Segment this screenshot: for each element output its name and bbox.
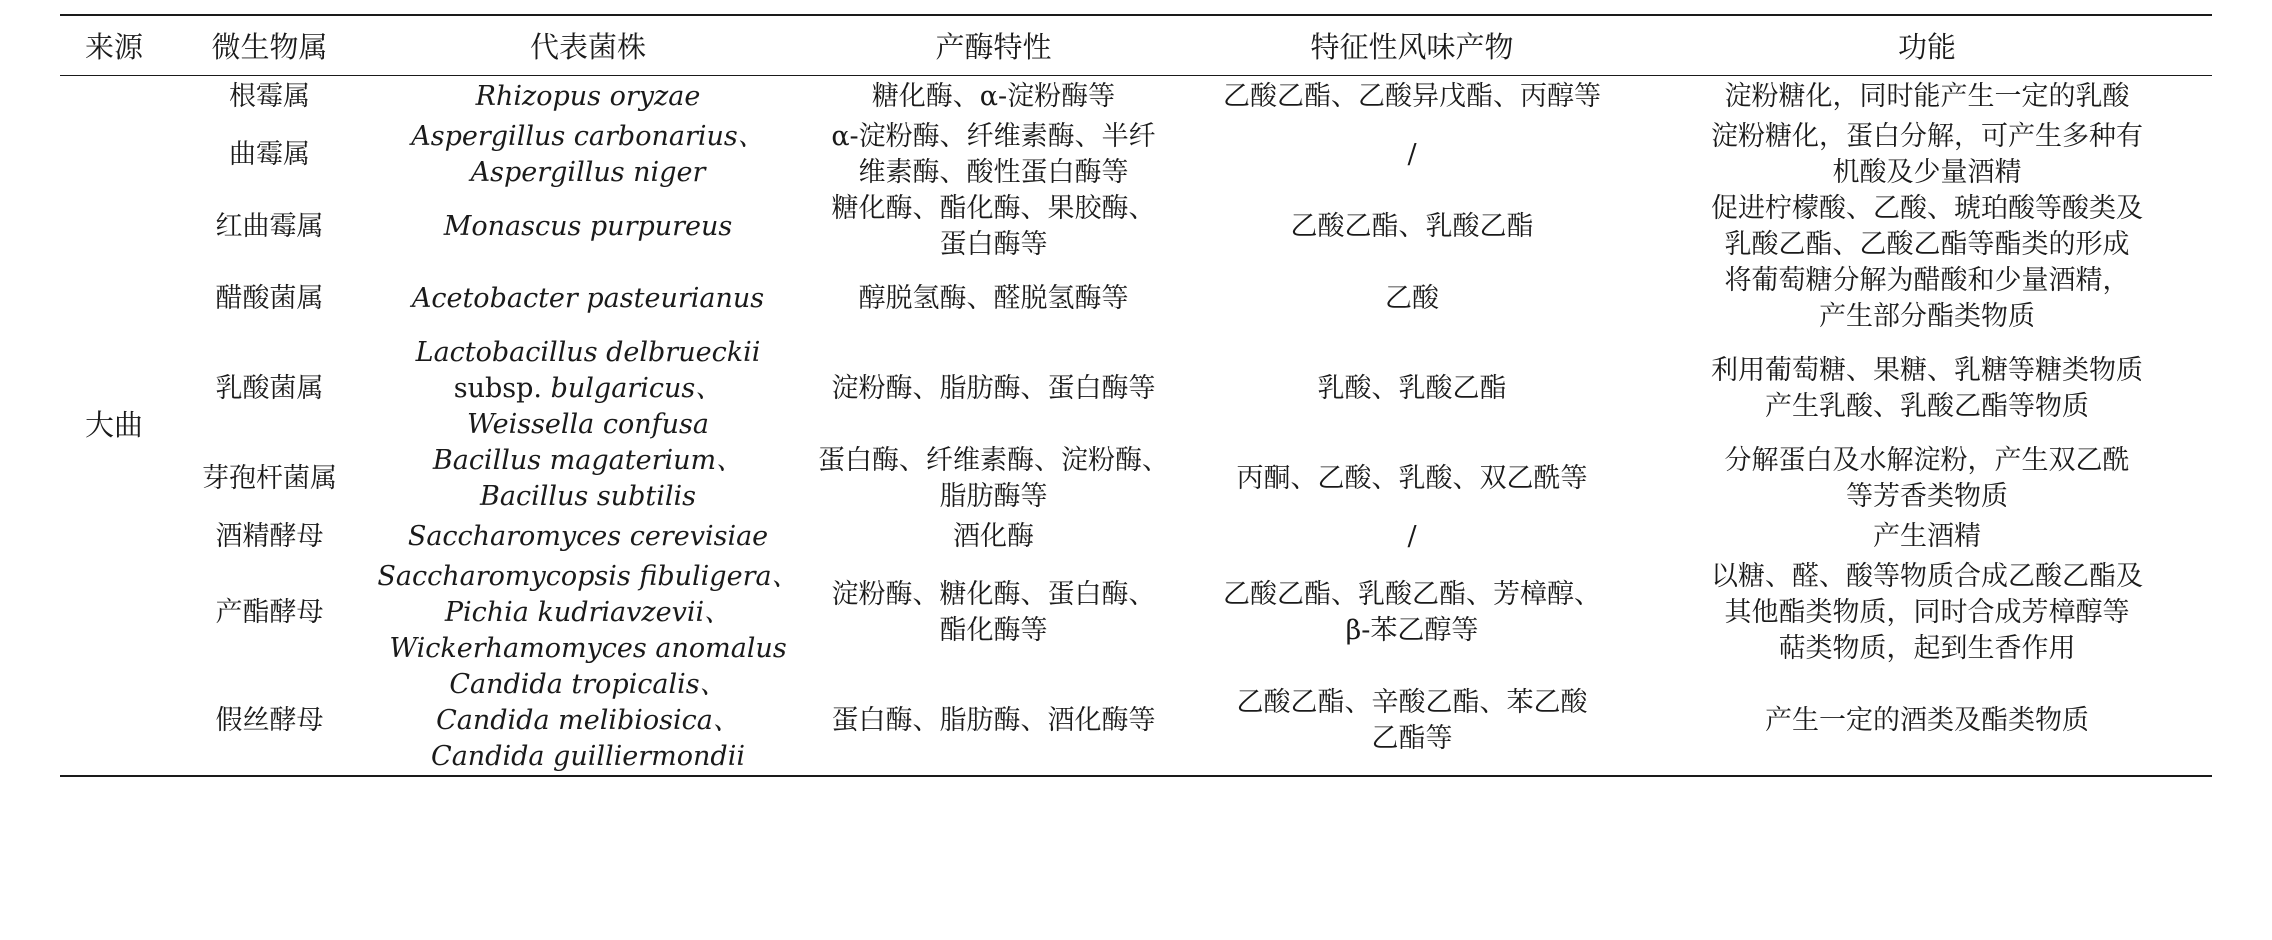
function-cell — [1642, 191, 2212, 263]
enzyme-cell — [805, 191, 1182, 263]
function-line: 等芳香类物质 — [1846, 481, 2008, 512]
strain-cell — [371, 335, 805, 443]
strain-line: Rhizopus oryzae — [475, 81, 701, 113]
flavor-line: / — [1407, 521, 1417, 552]
function-cell — [1642, 443, 2212, 515]
table-row — [60, 75, 2212, 119]
function-line: 其他酯类物质，同时合成芳樟醇等 — [1724, 597, 2130, 628]
function-line: 以糖、醛、酸等物质合成乙酸乙酯及 — [1711, 561, 2143, 592]
flavor-cell — [1182, 191, 1642, 263]
enzyme-cell — [805, 443, 1182, 515]
flavor-line: / — [1407, 139, 1417, 170]
enzyme-cell — [805, 667, 1182, 776]
genus-cell: 根霉属 — [229, 81, 310, 113]
strain-line: Candida guilliermondii — [431, 741, 745, 772]
enzyme-line: 淀粉酶、糖化酶、蛋白酶、 — [831, 579, 1156, 610]
header-genus: 微生物属 — [168, 15, 371, 75]
genus-cell: 乳酸菌属 — [215, 373, 324, 404]
header-source: 来源 — [60, 15, 168, 75]
enzyme-line: 糖化酶、α-淀粉酶等 — [871, 81, 1116, 113]
function-line: 产生乳酸、乳酸乙酯等物质 — [1765, 391, 2089, 422]
header-flavor: 特征性风味产物 — [1182, 15, 1642, 75]
function-line: 产生一定的酒类及酯类物质 — [1765, 705, 2089, 736]
strain-line: Bacillus magaterium、 — [432, 445, 744, 476]
strain-line: Aspergillus carbonarius、 — [411, 121, 765, 152]
microbe-table — [60, 14, 2212, 777]
strain-cell — [371, 667, 805, 776]
function-cell — [1642, 263, 2212, 335]
genus-cell: 酒精酵母 — [215, 521, 324, 552]
strain-line: subsp. bulgaricus、 — [453, 373, 723, 404]
flavor-line: 乙酸乙酯、辛酸乙酯、苯乙酸 — [1236, 687, 1588, 718]
genus-cell: 醋酸菌属 — [215, 283, 324, 314]
flavor-cell — [1182, 263, 1642, 335]
table-row — [60, 335, 2212, 443]
function-line: 淀粉糖化，蛋白分解，可产生多种有 — [1711, 121, 2143, 152]
flavor-cell — [1182, 119, 1642, 191]
flavor-cell — [1182, 75, 1642, 119]
header-function: 功能 — [1642, 15, 2212, 75]
strain-cell — [371, 559, 805, 667]
function-line: 产生酒精 — [1873, 521, 1981, 552]
genus-cell: 假丝酵母 — [168, 667, 371, 776]
strain-line: Monascus purpureus — [443, 211, 733, 242]
function-line: 利用葡萄糖、果糖、乳糖等糖类物质 — [1711, 355, 2143, 386]
flavor-line: 乙酯等 — [1371, 723, 1453, 754]
enzyme-line: 醇脱氢酶、醛脱氢酶等 — [858, 283, 1129, 314]
header-strain: 代表菌株 — [371, 15, 805, 75]
table-row — [60, 515, 2212, 559]
strain-line: Saccharomycopsis fibuligera、 — [377, 561, 799, 592]
strain-line: Lactobacillus delbrueckii — [415, 337, 761, 368]
function-cell — [1642, 119, 2212, 191]
enzyme-line: 脂肪酶等 — [939, 481, 1048, 512]
header-enzyme: 产酶特性 — [805, 15, 1182, 75]
strain-line: Pichia kudriavzevii、 — [444, 597, 732, 628]
flavor-cell — [1182, 443, 1642, 515]
strain-cell — [371, 515, 805, 559]
enzyme-line: 糖化酶、酯化酶、果胶酶、 — [831, 193, 1156, 224]
flavor-cell — [1182, 335, 1642, 443]
table-body — [60, 75, 2212, 776]
flavor-cell — [1182, 559, 1642, 667]
enzyme-cell — [805, 75, 1182, 119]
table-row — [60, 119, 2212, 191]
table-row — [60, 667, 2212, 776]
strain-line: Bacillus subtilis — [480, 481, 696, 512]
function-line: 淀粉糖化，同时能产生一定的乳酸 — [1724, 81, 2130, 113]
enzyme-line: 酯化酶等 — [939, 615, 1048, 646]
function-cell — [1642, 515, 2212, 559]
header-row — [60, 15, 2212, 75]
enzyme-line: 淀粉酶、脂肪酶、蛋白酶等 — [831, 373, 1156, 404]
strain-cell — [371, 75, 805, 119]
enzyme-cell — [805, 263, 1182, 335]
strain-cell — [371, 191, 805, 263]
flavor-line: 丙酮、乙酸、乳酸、双乙酰等 — [1236, 463, 1588, 494]
table-row — [60, 443, 2212, 515]
flavor-cell — [1182, 515, 1642, 559]
strain-line: Weissella confusa — [467, 409, 709, 440]
function-cell — [1642, 667, 2212, 776]
strain-cell — [371, 119, 805, 191]
flavor-line: 乙酸乙酯、乙酸异戊酯、丙醇等 — [1223, 81, 1601, 113]
strain-cell — [371, 263, 805, 335]
strain-line: Aspergillus niger — [470, 157, 706, 188]
enzyme-cell — [805, 515, 1182, 559]
enzyme-cell — [805, 559, 1182, 667]
flavor-line: β-苯乙醇等 — [1345, 615, 1479, 646]
enzyme-line: 蛋白酶、纤维素酶、淀粉酶、 — [818, 445, 1169, 476]
function-line: 乳酸乙酯、乙酸乙酯等酯类的形成 — [1724, 229, 2130, 260]
flavor-line: 乙酸乙酯、乳酸乙酯 — [1290, 211, 1534, 242]
function-cell — [1642, 335, 2212, 443]
source-cell: 大曲 — [60, 75, 168, 776]
strain-line: Candida tropicalis、 — [449, 669, 727, 700]
function-line: 将葡萄糖分解为醋酸和少量酒精， — [1724, 265, 2130, 296]
enzyme-line: 酒化酶 — [953, 521, 1034, 552]
enzyme-line: α-淀粉酶、纤维素酶、半纤 — [831, 121, 1156, 152]
table-row — [60, 191, 2212, 263]
flavor-cell — [1182, 667, 1642, 776]
enzyme-cell — [805, 119, 1182, 191]
strain-line: Saccharomyces cerevisiae — [407, 521, 769, 552]
function-line: 萜类物质，起到生香作用 — [1778, 633, 2076, 664]
enzyme-line: 蛋白酶等 — [939, 229, 1048, 260]
genus-cell: 芽孢杆菌属 — [202, 463, 337, 494]
table-row — [60, 263, 2212, 335]
genus-cell: 红曲霉属 — [215, 211, 324, 242]
strain-line: Candida melibiosica、 — [436, 705, 740, 736]
strain-line: Acetobacter pasteurianus — [411, 283, 765, 314]
function-line: 分解蛋白及水解淀粉，产生双乙酰 — [1724, 445, 2130, 476]
function-line: 促进柠檬酸、乙酸、琥珀酸等酸类及 — [1711, 193, 2143, 224]
function-cell — [1642, 559, 2212, 667]
enzyme-line: 维素酶、酸性蛋白酶等 — [858, 157, 1129, 188]
genus-cell: 曲霉属 — [229, 139, 310, 170]
strain-cell — [371, 443, 805, 515]
genus-cell: 产酯酵母 — [215, 597, 324, 628]
function-cell — [1642, 75, 2212, 119]
function-line: 机酸及少量酒精 — [1832, 157, 2022, 188]
function-line: 产生部分酯类物质 — [1819, 301, 2035, 332]
flavor-line: 乙酸 — [1385, 283, 1439, 314]
enzyme-line: 蛋白酶、脂肪酶、酒化酶等 — [831, 705, 1156, 736]
flavor-line: 乳酸、乳酸乙酯 — [1317, 373, 1507, 404]
flavor-line: 乙酸乙酯、乳酸乙酯、芳樟醇、 — [1223, 579, 1601, 610]
strain-line: Wickerhamomyces anomalus — [389, 633, 787, 664]
table-row — [60, 559, 2212, 667]
enzyme-cell — [805, 335, 1182, 443]
